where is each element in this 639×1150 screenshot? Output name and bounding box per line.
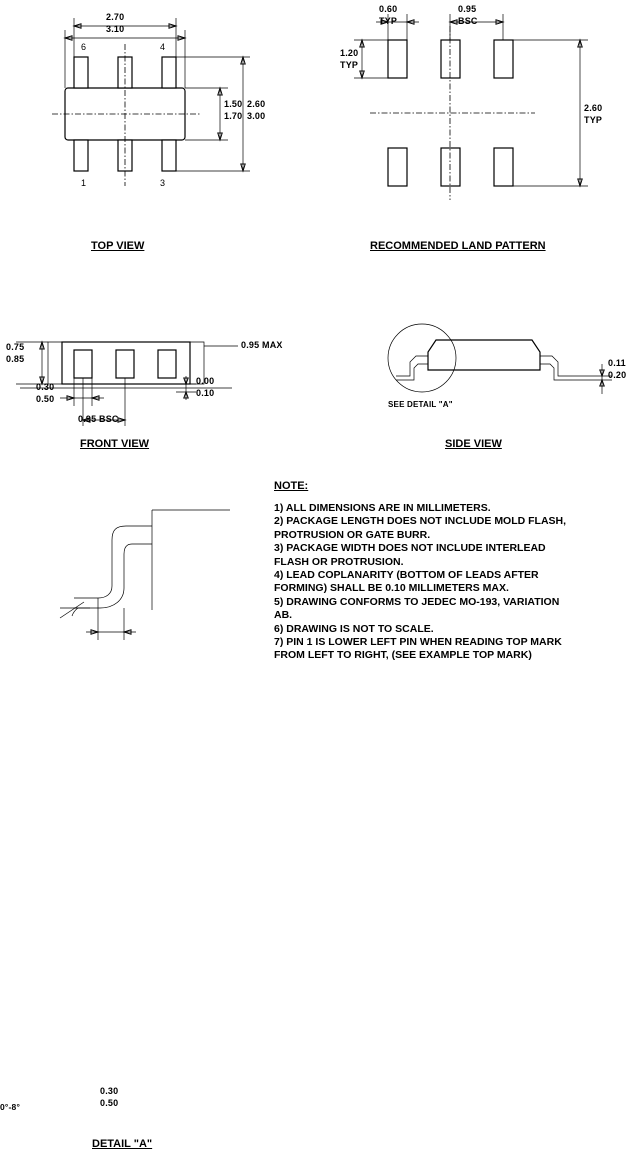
note-line: 7) PIN 1 IS LOWER LEFT PIN WHEN READING TOP MARK (274, 636, 562, 649)
note-line: 5) DRAWING CONFORMS TO JEDEC MO-193, VARIATION (274, 595, 560, 608)
detail-dim-0-30: 0.30 (100, 1086, 119, 1096)
note-block (274, 480, 614, 663)
land-pattern-figure (340, 0, 639, 252)
land-dim-span-note: TYP (584, 115, 603, 125)
detail-a-title: DETAIL "A" (92, 1138, 153, 1150)
land-dim-pitch-note: BSC (458, 16, 478, 26)
side-view-title: SIDE VIEW (445, 438, 502, 450)
front-dim-0-30: 0.30 (36, 382, 55, 392)
side-view-detail-ref: SEE DETAIL "A" (388, 400, 453, 409)
side-dim-0-20: 0.20 (608, 370, 627, 380)
note-line: AB. (274, 609, 293, 622)
land-dim-pad-width: 0.60 (379, 4, 398, 14)
note-line: FORMING) SHALL BE 0.10 MILLIMETERS MAX. (274, 582, 509, 595)
front-dim-pitch: 0.95 BSC (78, 414, 119, 424)
front-dim-0-00: 0.00 (196, 376, 215, 386)
front-dim-0-75: 0.75 (6, 342, 25, 352)
top-view-dim-2-60: 2.60 (247, 99, 266, 109)
note-line: FLASH OR PROTRUSION. (274, 555, 404, 568)
note-line: 4) LEAD COPLANARITY (BOTTOM OF LEADS AFTER (274, 569, 539, 582)
top-view-dim-1-50: 1.50 (224, 99, 243, 109)
front-view-title: FRONT VIEW (80, 438, 150, 450)
note-line: PROTRUSION OR GATE BURR. (274, 528, 431, 541)
top-view-pin-4: 4 (160, 42, 166, 52)
note-line: 1) ALL DIMENSIONS ARE IN MILLIMETERS. (274, 502, 491, 514)
detail-a-figure (0, 490, 270, 1150)
land-dim-pitch: 0.95 (458, 4, 477, 14)
note-line: 6) DRAWING IS NOT TO SCALE. (274, 622, 434, 635)
land-dim-pad-height: 1.20 (340, 48, 359, 58)
top-view-figure (0, 0, 300, 252)
top-view-pin-1: 1 (81, 178, 87, 188)
detail-dim-angle: 0°-8° (0, 1102, 21, 1112)
side-dim-0-11: 0.11 (608, 358, 626, 368)
top-view-title: TOP VIEW (91, 240, 145, 252)
front-view-figure (0, 310, 300, 470)
top-view-pin-6: 6 (81, 42, 87, 52)
land-dim-span: 2.60 (584, 103, 603, 113)
land-dim-pad-height-note: TYP (340, 60, 359, 70)
top-view-dim-2-70: 2.70 (106, 12, 125, 22)
land-dim-pad-width-note: TYP (379, 16, 398, 26)
front-dim-0-95-max: 0.95 MAX (241, 340, 283, 350)
top-view-dim-3-00: 3.00 (247, 111, 266, 121)
note-lines (274, 502, 604, 663)
front-dim-0-85: 0.85 (6, 354, 25, 364)
detail-a-drawing (0, 490, 270, 690)
note-line: 3) PACKAGE WIDTH DOES NOT INCLUDE INTERLEAD (274, 542, 546, 555)
land-pattern-title: RECOMMENDED LAND PATTERN (370, 240, 546, 252)
note-line: FROM LEFT TO RIGHT, (SEE EXAMPLE TOP MARK) (274, 649, 532, 662)
note-title: NOTE: (274, 480, 309, 492)
top-view-dim-3-10: 3.10 (106, 24, 125, 34)
top-view-pin-3: 3 (160, 178, 166, 188)
detail-dim-0-50: 0.50 (100, 1098, 119, 1108)
top-view-dim-1-70: 1.70 (224, 111, 243, 121)
side-view-figure (340, 310, 639, 470)
note-line: 2) PACKAGE LENGTH DOES NOT INCLUDE MOLD FLASH, (274, 515, 567, 528)
front-dim-0-50: 0.50 (36, 394, 55, 404)
front-dim-0-10: 0.10 (196, 388, 215, 398)
